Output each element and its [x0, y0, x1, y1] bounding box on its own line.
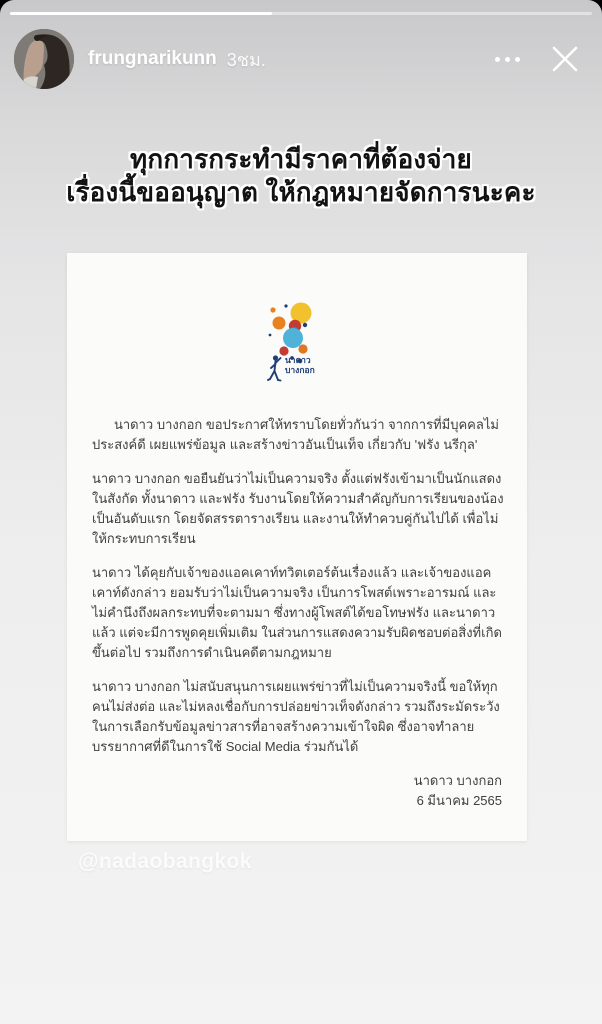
username[interactable]: frungnarikunn [88, 48, 217, 69]
avatar[interactable] [14, 29, 74, 89]
walking-figure-icon [268, 355, 281, 380]
statement-letter [67, 253, 527, 841]
letter-signature [92, 771, 504, 811]
letter-paragraph: นาดาว บางกอก ขอยืนยันว่าไม่เป็นความจริง ตั้งแต่ฟรังเข้ามาเป็นนักแสดงในสังกัด ทั้งนาดาว และฟรัง รับงานโดยให้ความสำคัญกับการเรียนของน้องเป็นอันดับแรก โดยจัดสรรตารางเรียน และงานให้ทำควบคู่กันไปได้ เพื่อไม่ให้กระทบการเรียน [92, 471, 504, 546]
logo-brand-line1: นาดาว [285, 355, 311, 365]
more-options-icon[interactable] [489, 47, 526, 72]
headline-line-1: ทุกการกระทำมีราคาที่ต้องจ่าย [130, 144, 472, 174]
story-progress-bar [10, 12, 592, 15]
story-headline [0, 143, 602, 209]
headline-line-2: เรื่องนี้ขออนุญาต ให้กฎหมายจัดการนะคะ [66, 177, 536, 207]
story-timestamp: 3ชม. [226, 49, 266, 70]
logo-brand-line2: บางกอก [285, 365, 315, 375]
letter-paragraph: นาดาว บางกอก ไม่สนับสนุนการเผยแพร่ข่าวที่ไม่เป็นความจริงนี้ ขอให้ทุกคนไม่ส่งต่อ และไม่หลงเชื่อกับการปล่อยข่าวเท็จดังกล่าว รวมถึงระมัดระวังในการเลือกรับข้อมูลข่าวสารที่อาจสร้างความเข้าใจผิด ซึ่งอาจทำลายบรรยากาศที่ดีในการใช้ Social Media ร่วมกันได้ [92, 679, 500, 754]
story-header [0, 26, 602, 92]
avatar-photo [14, 29, 74, 89]
balloons-logo-icon [267, 299, 329, 385]
nadao-bangkok-logo [92, 299, 504, 385]
signature-name: นาดาว บางกอก [413, 773, 502, 788]
signature-date: 6 มีนาคม 2565 [416, 793, 502, 808]
letter-body [92, 415, 504, 757]
story-progress-fill [10, 12, 272, 15]
letter-paragraph: นาดาว ได้คุยกับเจ้าของแอคเคาท์ทวิตเตอร์ต้นเรื่องแล้ว และเจ้าของแอคเคาท์ดังกล่าว ยอมรับว่าไม่เป็นความจริง เป็นการโพสต์เพราะอารมณ์ และไม่คำนึงถึงผลกระทบที่จะตามมา ซึ่งทางผู้โพสต์ได้ขอโทษฟรัง และนาดาวแล้ว แต่จะมีการพูดคุยเพิ่มเติม ในส่วนการแสดงความรับผิดชอบต่อสิ่งที่เกิดขึ้นต่อไป รวมถึงการดำเนินคดีตามกฎหมาย [92, 565, 502, 660]
mention-sticker[interactable]: @nadaobangkok [78, 850, 252, 873]
letter-paragraph: นาดาว บางกอก ขอประกาศให้ทราบโดยทั่วกันว่า จากการที่มีบุคคลไม่ประสงค์ดี เผยแพร่ข้อมูล และสร้างข่าวอันเป็นเท็จ เกี่ยวกับ 'ฟรัง นรีกุล' [92, 417, 499, 452]
close-icon[interactable] [544, 38, 586, 80]
